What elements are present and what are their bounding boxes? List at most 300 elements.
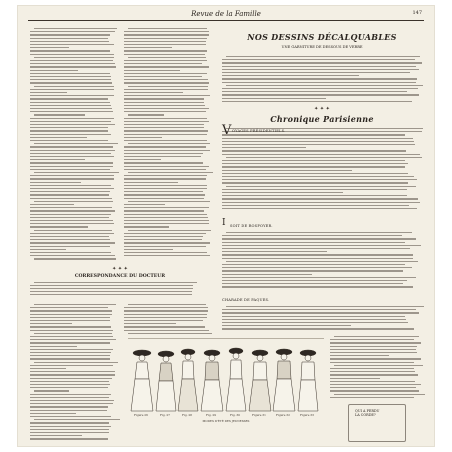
text-line — [222, 277, 416, 278]
magazine-page — [18, 6, 434, 446]
text-line — [222, 150, 406, 151]
text-line — [30, 422, 109, 423]
text-line — [30, 194, 109, 195]
plate-caption: MODES D'ÉTÉ DES JEUNESSES — [202, 419, 250, 423]
drop-cap-letter: I — [222, 218, 226, 228]
text-column-right-chronique — [222, 128, 422, 212]
text-line — [222, 328, 414, 329]
text-column-left — [30, 28, 116, 260]
text-line — [30, 339, 116, 340]
text-line — [30, 220, 113, 221]
text-line — [30, 294, 192, 295]
text-line — [124, 320, 203, 321]
text-column-correspondance-intro — [30, 282, 210, 298]
text-line — [222, 195, 407, 196]
text-line — [30, 426, 111, 427]
text-line — [128, 230, 211, 231]
text-line — [330, 355, 389, 356]
text-line — [30, 236, 109, 237]
text-line — [30, 207, 112, 208]
text-line — [30, 50, 110, 51]
text-line — [30, 169, 110, 170]
text-line — [30, 336, 113, 337]
text-column-right-charade — [222, 306, 422, 332]
text-line — [124, 82, 209, 83]
text-line — [222, 160, 405, 161]
text-line — [124, 105, 205, 106]
text-line — [124, 220, 209, 221]
text-line — [124, 323, 176, 324]
text-line — [34, 201, 113, 202]
text-line — [30, 307, 108, 308]
text-line — [30, 397, 109, 398]
text-line — [226, 157, 422, 158]
text-line — [222, 82, 416, 83]
text-line — [30, 76, 111, 77]
text-line — [30, 320, 110, 321]
text-line — [124, 217, 208, 218]
text-line — [34, 172, 119, 173]
text-line — [124, 38, 207, 39]
text-line — [30, 47, 69, 48]
text-line — [222, 283, 403, 284]
text-line — [124, 44, 206, 45]
text-line — [30, 178, 114, 179]
header-rule — [28, 20, 424, 21]
text-line — [222, 274, 312, 275]
puzzle-box — [348, 404, 406, 442]
dessins-heading: NOS DESSINS DÉCALQUABLES — [247, 32, 397, 42]
text-line — [30, 326, 111, 327]
text-line — [34, 419, 120, 420]
text-line — [124, 255, 210, 256]
text-line — [30, 323, 72, 324]
text-line — [222, 179, 417, 180]
text-line — [30, 153, 111, 154]
text-line — [30, 291, 192, 292]
text-line — [30, 239, 110, 240]
text-line — [222, 94, 419, 95]
text-line — [222, 205, 409, 206]
text-line — [330, 339, 414, 340]
text-line — [222, 173, 408, 174]
drop-cap-letter: V — [222, 123, 232, 138]
text-line — [222, 286, 413, 287]
text-line — [124, 223, 209, 224]
text-line — [334, 365, 423, 366]
figure-label: Fig. 29 — [206, 413, 216, 417]
text-line — [124, 47, 172, 48]
text-line — [124, 314, 207, 315]
text-line — [124, 204, 165, 205]
page-header-title: Revue de la Famille — [191, 10, 261, 18]
text-line — [30, 358, 110, 359]
text-line — [222, 245, 421, 246]
text-line — [222, 144, 415, 145]
text-line — [124, 242, 210, 243]
text-line — [124, 95, 210, 96]
text-line — [30, 352, 111, 353]
text-line — [222, 154, 420, 155]
text-line — [30, 95, 114, 96]
text-line — [222, 62, 422, 63]
text-line — [128, 86, 208, 87]
text-column-right-intro — [222, 56, 422, 102]
text-line — [222, 254, 413, 255]
correspondance-heading: CORRESPONDANCE DU DOCTEUR — [74, 274, 166, 279]
text-line — [222, 78, 417, 79]
text-line — [30, 54, 114, 55]
text-line — [30, 60, 113, 61]
text-line — [30, 330, 113, 331]
text-line — [222, 72, 410, 73]
text-line — [30, 159, 85, 160]
text-line — [222, 163, 408, 164]
text-line — [34, 282, 197, 283]
text-line — [30, 374, 115, 375]
text-line — [124, 130, 208, 131]
text-line — [124, 207, 209, 208]
text-line — [30, 349, 113, 350]
text-line — [222, 319, 406, 320]
text-line — [222, 176, 414, 177]
text-line — [34, 390, 69, 391]
text-line — [222, 88, 418, 89]
puzzle-box-line: LA CORDE? — [355, 413, 376, 418]
text-line — [124, 236, 203, 237]
text-line — [30, 124, 115, 125]
text-line — [30, 105, 111, 106]
text-line — [30, 413, 76, 414]
text-line — [30, 41, 109, 42]
text-line — [330, 371, 415, 372]
text-line — [124, 79, 208, 80]
text-line — [222, 182, 408, 183]
text-line — [124, 226, 169, 227]
puzzle-box-text — [355, 409, 379, 418]
text-line — [30, 140, 108, 141]
text-line — [30, 204, 74, 205]
text-line — [330, 362, 414, 363]
text-line — [124, 73, 207, 74]
page-number: 147 — [412, 10, 422, 16]
text-column-lower-left — [30, 304, 116, 440]
text-line — [30, 410, 107, 411]
text-line — [30, 416, 111, 417]
text-line — [124, 169, 206, 170]
text-line — [30, 118, 114, 119]
rospoyer-heading: SOIT DE ROSPOYER. — [230, 224, 273, 228]
text-line — [124, 310, 208, 311]
text-line — [30, 162, 113, 163]
text-line — [222, 75, 359, 76]
text-line — [30, 214, 111, 215]
text-line — [330, 378, 380, 379]
text-line — [128, 201, 210, 202]
text-line — [222, 242, 405, 243]
text-line — [30, 342, 110, 343]
text-line — [124, 50, 207, 51]
text-line — [124, 233, 206, 234]
text-line — [222, 98, 326, 99]
text-line — [222, 235, 402, 236]
text-line — [30, 365, 113, 366]
text-line — [222, 138, 413, 139]
figure-label: Fig. 28 — [182, 413, 192, 417]
text-line — [124, 153, 203, 154]
text-line — [30, 381, 109, 382]
text-line — [30, 252, 111, 253]
text-line — [30, 384, 110, 385]
text-line — [124, 214, 207, 215]
text-line — [124, 326, 205, 327]
text-line — [128, 28, 207, 29]
text-line — [124, 92, 183, 93]
text-column-middle — [124, 28, 210, 258]
text-line — [124, 198, 204, 199]
text-line — [124, 89, 208, 90]
text-line — [30, 249, 66, 250]
text-line — [124, 317, 207, 318]
text-line — [124, 146, 206, 147]
text-line — [34, 114, 85, 115]
text-line — [128, 172, 213, 173]
text-line — [222, 316, 405, 317]
text-line — [30, 400, 114, 401]
figure-label: Fig. 30 — [230, 413, 240, 417]
text-line — [30, 288, 193, 289]
text-line — [330, 390, 419, 391]
text-line — [124, 134, 207, 135]
text-line — [124, 175, 207, 176]
text-line — [30, 314, 112, 315]
text-line — [30, 285, 193, 286]
figure-label: Figure 31 — [252, 413, 266, 417]
text-line — [30, 191, 110, 192]
text-line — [330, 358, 421, 359]
text-line — [124, 111, 206, 112]
text-line — [30, 102, 110, 103]
chronique-first-line: OYAGES PRÉSIDENTIELS. — [232, 129, 286, 133]
text-line — [222, 134, 405, 135]
charade-heading: CHARADE DE PAQUES. — [222, 298, 270, 302]
text-line — [30, 188, 114, 189]
text-line — [30, 156, 114, 157]
text-line — [124, 118, 207, 119]
text-line — [222, 238, 416, 239]
text-line — [30, 34, 110, 35]
text-line — [124, 210, 204, 211]
text-line — [222, 69, 419, 70]
text-line — [330, 374, 418, 375]
text-line — [124, 188, 207, 189]
text-line — [30, 66, 116, 67]
text-line — [30, 403, 113, 404]
text-line — [128, 114, 164, 115]
text-line — [124, 185, 207, 186]
section-ornament: ✦ ✦ ✦ — [112, 266, 128, 272]
section-ornament: ✦ ✦ ✦ — [314, 106, 330, 112]
text-line — [222, 198, 418, 199]
text-line — [124, 108, 209, 109]
figure-label: Figure 32 — [276, 413, 290, 417]
text-line — [222, 322, 408, 323]
chronique-heading: Chronique Parisienne — [270, 114, 374, 124]
text-line — [30, 63, 115, 64]
text-line — [124, 124, 204, 125]
text-line — [124, 60, 207, 61]
text-line — [30, 38, 108, 39]
text-line — [222, 248, 410, 249]
text-line — [222, 309, 416, 310]
text-line — [330, 387, 416, 388]
text-line — [124, 239, 202, 240]
text-line — [222, 101, 412, 102]
text-line — [330, 368, 414, 369]
text-line — [128, 57, 206, 58]
text-line — [30, 394, 111, 395]
text-line — [30, 210, 115, 211]
text-line — [330, 346, 417, 347]
text-line — [330, 397, 414, 398]
text-line — [330, 352, 417, 353]
text-line — [30, 255, 115, 256]
text-line — [30, 89, 114, 90]
text-line — [34, 362, 118, 363]
text-line — [30, 150, 115, 151]
text-line — [222, 91, 407, 92]
text-line — [128, 304, 206, 305]
text-line — [30, 217, 109, 218]
text-line — [222, 251, 327, 252]
text-line — [34, 57, 114, 58]
figure-label: Figure 26 — [134, 413, 148, 417]
text-line — [124, 63, 202, 64]
text-line — [334, 336, 419, 337]
text-line — [330, 342, 421, 343]
text-line — [222, 189, 407, 190]
fashion-figures-drawing — [128, 339, 324, 425]
text-line — [222, 208, 417, 209]
text-line — [30, 246, 110, 247]
text-line — [124, 150, 210, 151]
text-line — [30, 111, 113, 112]
text-line — [330, 384, 421, 385]
text-line — [222, 325, 351, 326]
text-line — [226, 186, 416, 187]
text-line — [222, 147, 306, 148]
text-line — [330, 381, 415, 382]
text-line — [30, 130, 108, 131]
text-line — [30, 406, 108, 407]
text-line — [124, 330, 209, 331]
text-line — [34, 28, 117, 29]
text-line — [222, 59, 415, 60]
text-line — [124, 166, 209, 167]
text-line — [30, 31, 115, 32]
text-line — [124, 178, 206, 179]
text-line — [30, 79, 111, 80]
text-line — [124, 66, 209, 67]
text-line — [124, 156, 201, 157]
text-line — [30, 387, 108, 388]
text-line — [222, 267, 412, 268]
text-line — [222, 264, 405, 265]
text-line — [124, 121, 209, 122]
text-line — [124, 54, 205, 55]
text-line — [124, 159, 161, 160]
text-line — [124, 76, 202, 77]
text-line — [30, 242, 115, 243]
text-column-right-rospoyer — [222, 232, 422, 288]
text-line — [30, 92, 67, 93]
dessins-subheading: UNE GARNITURE DE DESSOUS DE VERRE — [281, 45, 363, 49]
text-line — [34, 230, 112, 231]
text-line — [124, 102, 204, 103]
text-line — [124, 162, 203, 163]
text-line — [30, 166, 113, 167]
text-line — [34, 86, 114, 87]
text-line — [124, 246, 206, 247]
text-line — [226, 56, 420, 57]
text-line — [34, 304, 116, 305]
text-line — [222, 192, 343, 193]
text-line — [30, 70, 78, 71]
text-line — [124, 252, 207, 253]
figure-label: Fig. 27 — [160, 413, 170, 417]
text-line — [30, 175, 114, 176]
text-line — [124, 31, 209, 32]
text-line — [30, 198, 112, 199]
text-line — [30, 182, 81, 183]
text-line — [124, 140, 207, 141]
text-line — [30, 73, 110, 74]
text-column-lower-middle — [124, 304, 210, 334]
text-line — [30, 137, 87, 138]
text-line — [124, 70, 180, 71]
text-line — [30, 98, 108, 99]
text-line — [226, 306, 424, 307]
text-line — [226, 85, 423, 86]
text-line — [30, 82, 112, 83]
text-line — [30, 233, 114, 234]
text-line — [128, 143, 210, 144]
text-line — [30, 429, 109, 430]
text-line — [30, 368, 66, 369]
text-line — [128, 333, 212, 334]
puzzle-box-line: QUI A PERDU — [355, 409, 380, 413]
text-line — [124, 34, 209, 35]
text-line — [30, 371, 115, 372]
text-line — [124, 127, 204, 128]
text-line — [124, 98, 204, 99]
text-line — [30, 108, 112, 109]
text-line — [222, 170, 352, 171]
text-line — [30, 226, 88, 227]
text-line — [30, 127, 108, 128]
figure-label: Figure 33 — [300, 413, 314, 417]
text-line — [34, 333, 112, 334]
text-line — [222, 202, 420, 203]
text-line — [226, 261, 418, 262]
text-line — [124, 191, 203, 192]
text-line — [34, 143, 118, 144]
text-line — [30, 146, 113, 147]
text-line — [30, 310, 112, 311]
text-line — [222, 258, 413, 259]
text-line — [124, 194, 205, 195]
text-line — [222, 280, 407, 281]
